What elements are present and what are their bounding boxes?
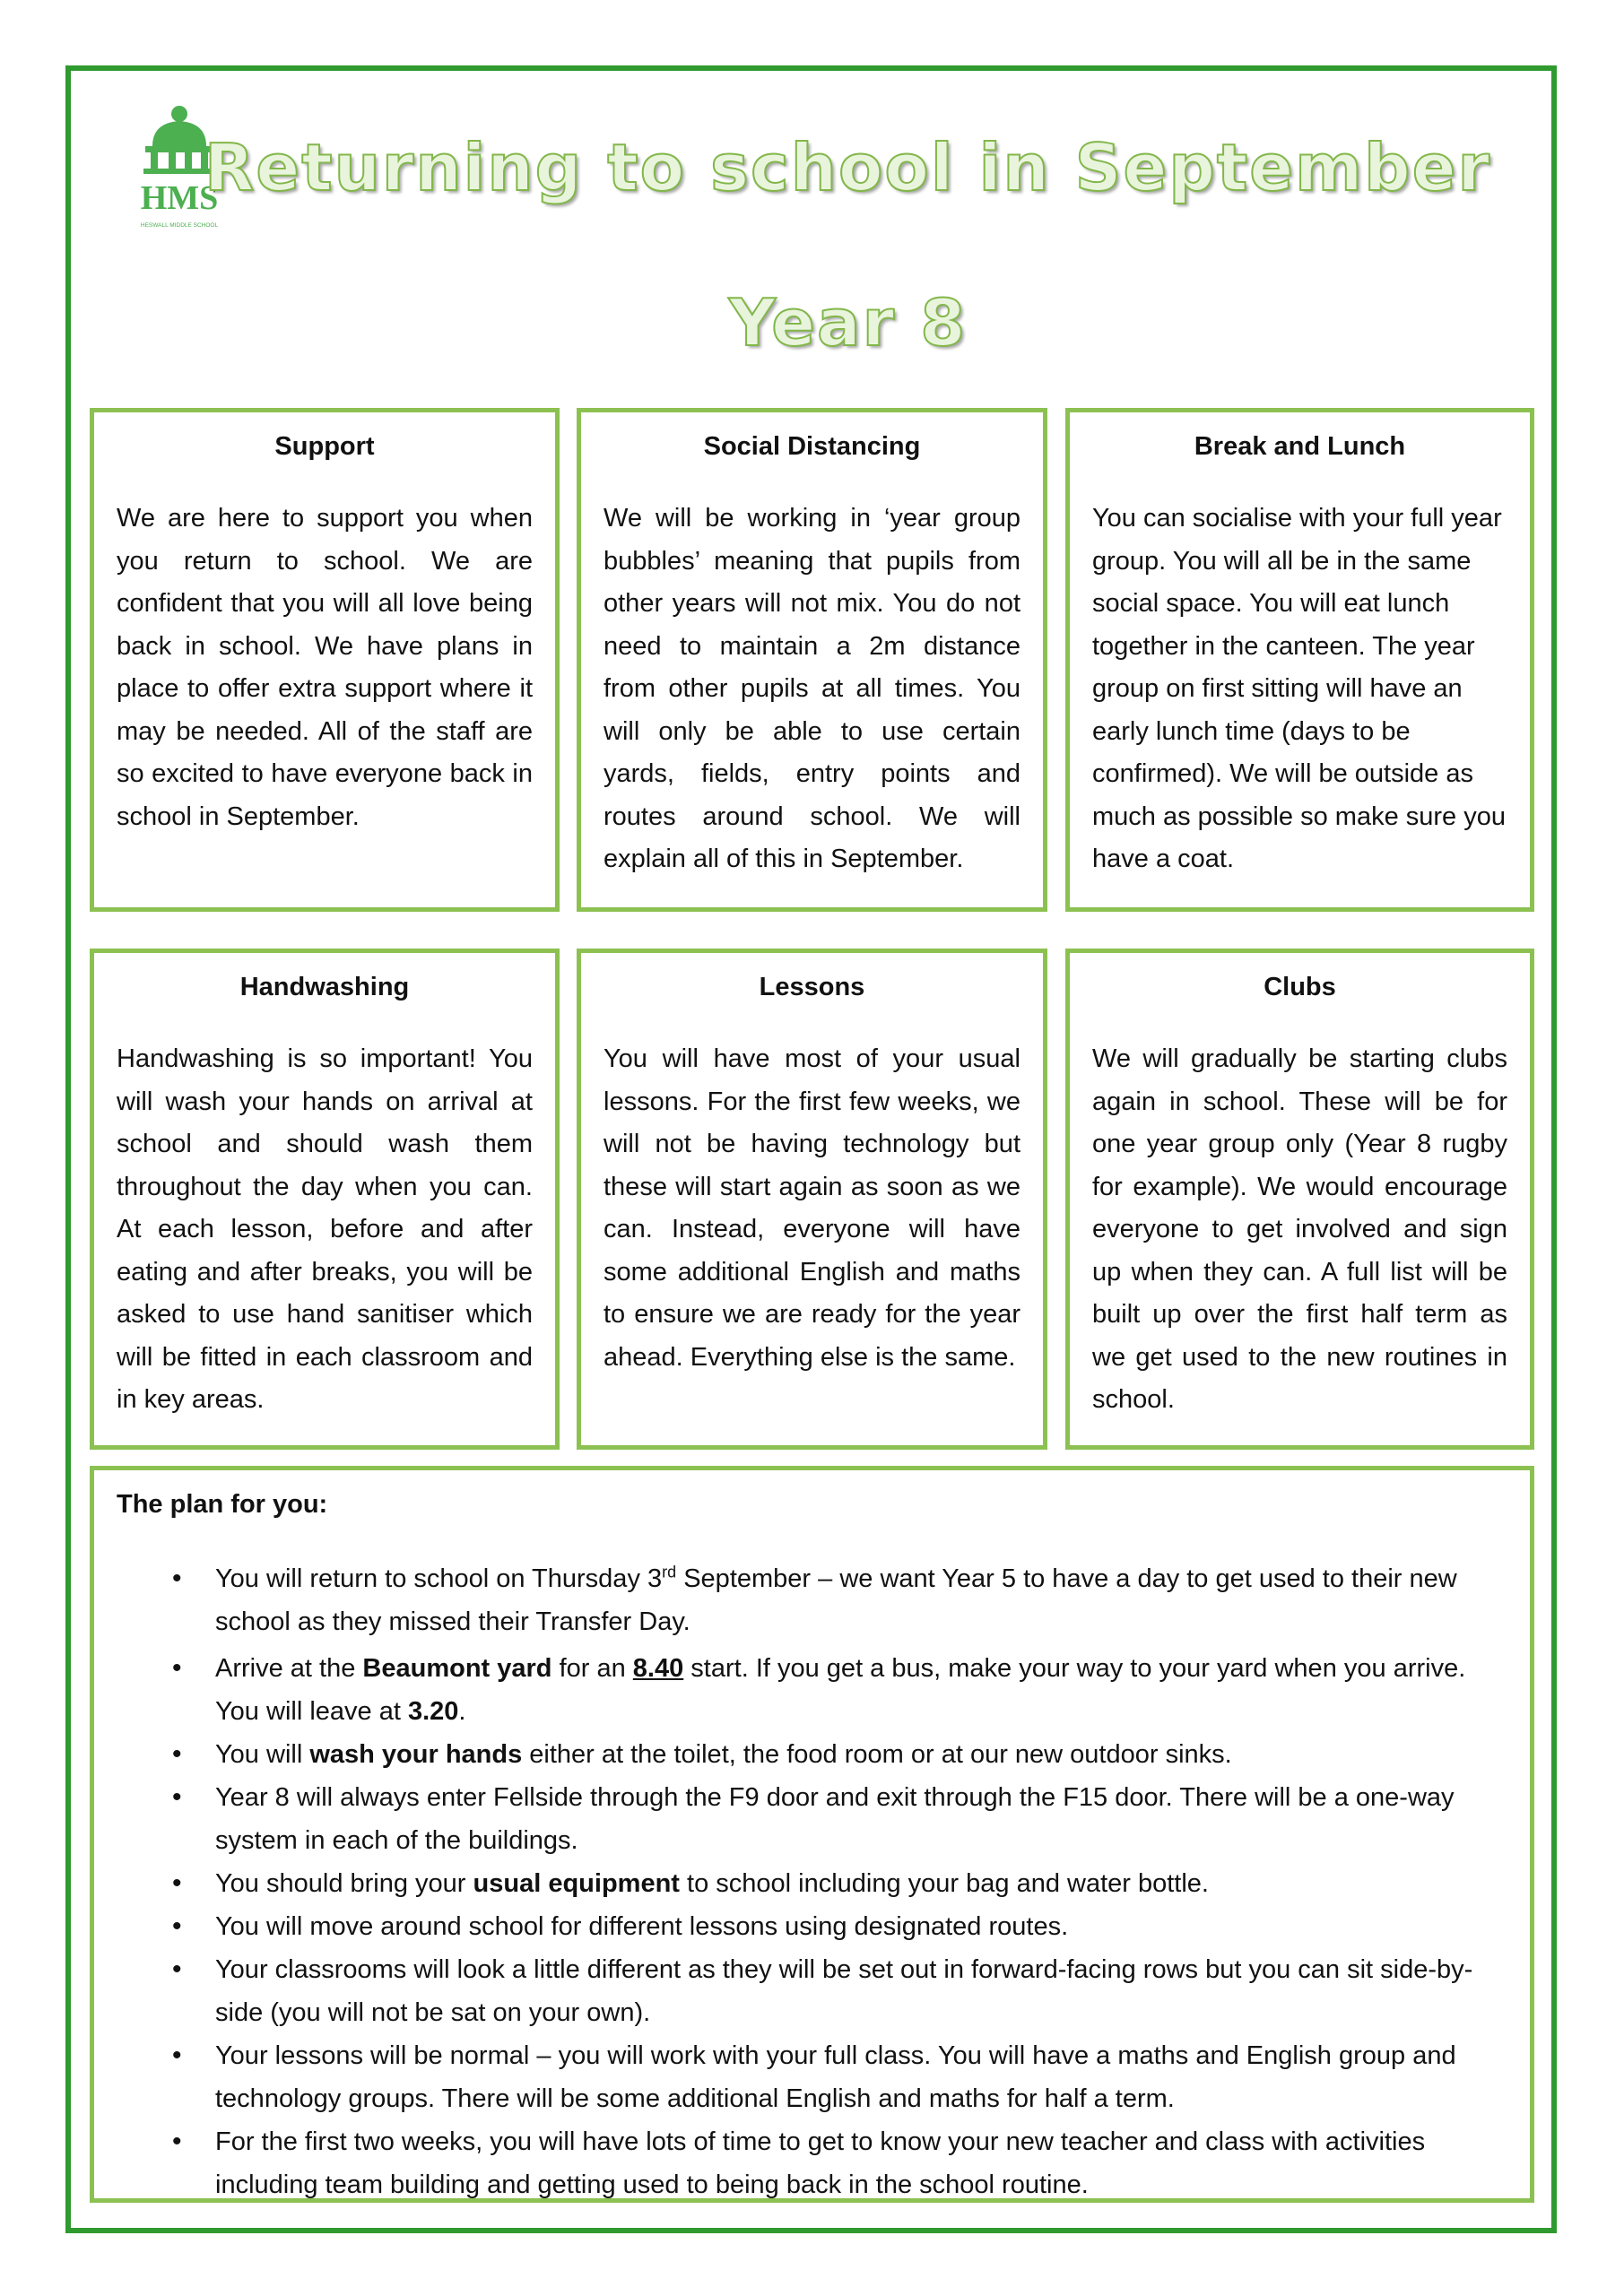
page-title: Returning to school in September [204,130,1492,205]
logo-letters: HMS [140,179,219,217]
item-text: Your classrooms will look a little different as they will be set out in forward-facing rows but you can sit side-by-side (you will not be sat on your own). [215,1955,1473,2027]
start-time: 8.40 [632,1654,684,1683]
list-item [117,1948,1485,2034]
bullet-icon: • [172,1954,182,1984]
item-text: Arrive at the [215,1654,363,1683]
bullet-icon: • [172,2127,182,2156]
lessons-box [577,949,1047,1450]
bullet-icon: • [172,2040,182,2070]
item-text: Year 8 will always enter Fellside through the F9 door and exit through the F15 door. There will be a one-way system in each of the buildings. [215,1783,1455,1855]
item-text: Your lessons will be normal – you will work with your full class. You will have a maths and English group and technology groups. There will be some additional English and maths for half a term. [215,2041,1456,2113]
handwash-emphasis: wash your hands [309,1740,523,1769]
list-item [117,1862,1485,1905]
item-text: either at the toilet, the food room or at our new outdoor sinks. [522,1740,1232,1769]
location-emphasis: Beaumont yard [362,1654,552,1683]
item-text: You will move around school for different lessons using designated routes. [215,1912,1069,1941]
list-item [117,1776,1485,1862]
logo-school-name: HESWALL MIDDLE SCHOOL [140,222,219,229]
break-lunch-box [1065,408,1534,912]
item-text: for an [551,1654,633,1683]
plan-box [90,1466,1534,2203]
box-heading: Clubs [1264,973,1336,1001]
item-text: You will [215,1740,310,1769]
list-item [117,1905,1485,1948]
item-text: For the first two weeks, you will have lots of time to get to know your new teacher and class with activities including team building and getting used to being back in the school routine. [215,2127,1426,2199]
equipment-emphasis: usual equipment [473,1869,680,1898]
list-item [117,1647,1485,1733]
bullet-icon: • [172,1564,182,1593]
box-heading: Lessons [759,973,865,1001]
list-item [117,2120,1485,2206]
item-text: start. If you get a bus, make your way to your yard when you arrive. You will leave at [215,1654,1466,1726]
box-text: We will be working in ‘year group bubbles’ meaning that pupils from other years will not mix. You do not need to maintain a 2m distance from other pupils at all times. You will only be able to use certain yards, fields, entry points and routes around school. We will explain all of this in September. [604,504,1020,873]
bullet-icon: • [172,1782,182,1812]
box-text: We are here to support you when you return to school. We are confident that you will all love being back in school. We have plans in place to offer extra support where it may be needed. All of the staff are so excited to have everyone back in school in September. [117,504,533,831]
item-text: You should bring your [215,1869,473,1898]
plan-list [117,1557,1485,2206]
box-text: You can socialise with your full year group. You will all be in the same social space. You will eat lunch together in the canteen. The year group on first sitting will have an early lunch time (days to be confirmed). We will be outside as much as possible so make sure you have a coat. [1092,504,1506,873]
support-box [90,408,560,912]
ordinal-suffix: rd [662,1563,677,1581]
bullet-icon: • [172,1739,182,1769]
list-item [117,1557,1485,1643]
item-text: September – we want Year 5 to have a day to get used to their new school as they missed their Transfer Day. [215,1564,1457,1636]
plan-heading: The plan for you: [117,1490,328,1519]
bullet-icon: • [172,1868,182,1898]
item-text: . [458,1697,466,1726]
box-text: Handwashing is so important! You will wash your hands on arrival at school and should wash them throughout the day when you can. At each lesson, before and after eating and after breaks, you will be asked to use hand sanitiser which will be fitted in each classroom and in key areas. [117,1044,533,1414]
social-distancing-box [577,408,1047,912]
leave-time: 3.20 [407,1697,459,1726]
clubs-box [1065,949,1534,1450]
bullet-icon: • [172,1911,182,1941]
list-item [117,2034,1485,2120]
box-heading: Support [274,432,375,461]
box-heading: Break and Lunch [1194,432,1406,461]
item-text: You will return to school on Thursday 3 [215,1564,663,1593]
bullet-icon: • [172,1653,182,1683]
page-subtitle: Year 8 [728,285,968,360]
item-text: to school including your bag and water bottle. [679,1869,1209,1898]
box-heading: Handwashing [239,973,410,1001]
handwashing-box [90,949,560,1450]
box-text: We will gradually be starting clubs again in school. These will be for one year group only (Year 8 rugby for example). We would encourage everyone to get involved and sign up when they can. A full list will be built up over the first half term as we get used to the new routines in school. [1092,1044,1507,1414]
list-item [117,1733,1485,1776]
box-heading: Social Distancing [703,432,921,461]
box-text: You will have most of your usual lessons. For the first few weeks, we will not be having technology but these will start again as soon as we can. Instead, everyone will have some additional English and maths to ensure we are ready for the year ahead. Everything else is the same. [604,1044,1020,1372]
